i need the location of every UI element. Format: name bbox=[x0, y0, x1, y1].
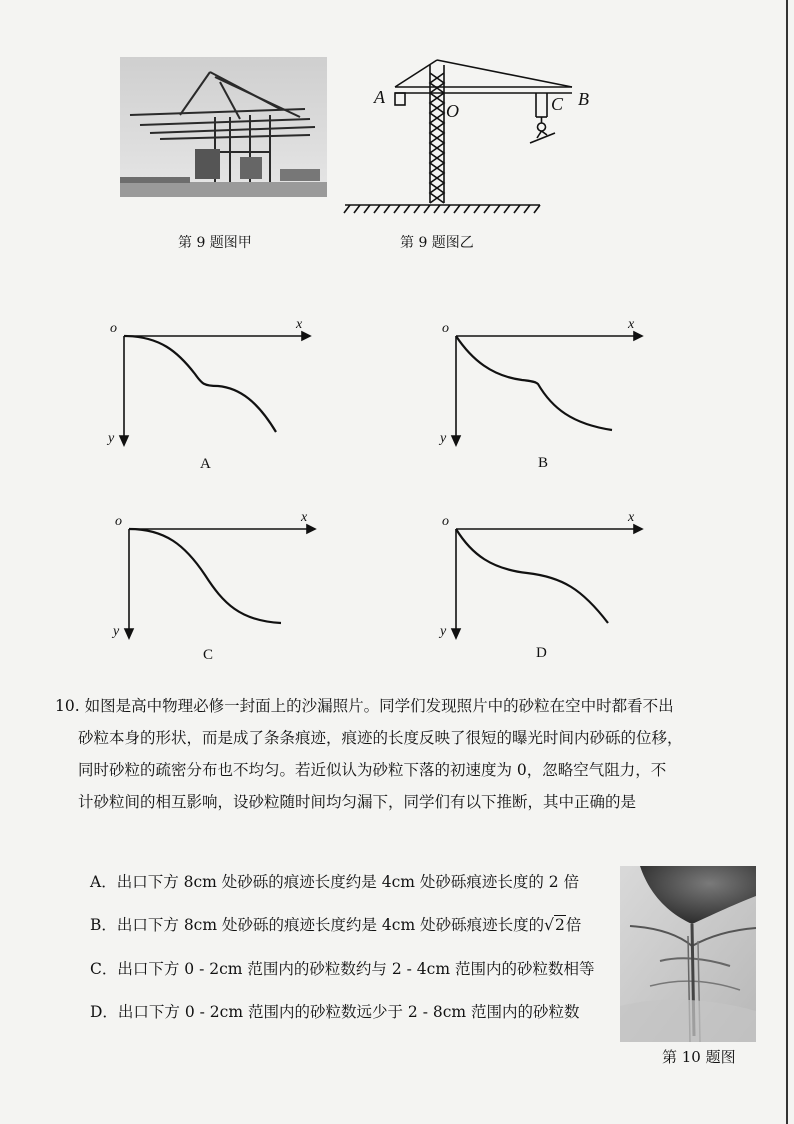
label-a: A bbox=[374, 87, 385, 107]
graph-c bbox=[105, 505, 325, 645]
option-b: B．出口下方 8cm 处砂砾的痕迹长度约是 4cm 处砂砾痕迹长度的√2倍 bbox=[90, 916, 582, 934]
page-edge-line bbox=[786, 0, 788, 1124]
fig10-caption: 第 10 题图 bbox=[662, 1048, 736, 1066]
graph-b bbox=[432, 312, 652, 452]
graph-c-origin: o bbox=[115, 514, 122, 529]
graph-d-x: x bbox=[628, 510, 635, 525]
label-o: O bbox=[446, 101, 459, 121]
question-number: 10. bbox=[55, 697, 80, 715]
question-10-line2: 砂粒本身的形状，而是成了条条痕迹，痕迹的长度反映了很短的曝光时间内砂砾的位移， bbox=[78, 729, 683, 747]
graph-d-origin: o bbox=[442, 514, 449, 529]
fig9-caption-left: 第 9 题图甲 bbox=[178, 235, 252, 251]
crane-photo bbox=[120, 57, 327, 197]
graph-b-origin: o bbox=[442, 321, 449, 336]
label-c: C bbox=[551, 94, 564, 114]
graph-a-y: y bbox=[108, 431, 115, 446]
graph-d-label: D bbox=[536, 645, 547, 661]
question-10 bbox=[55, 690, 755, 818]
option-c: C．出口下方 0 - 2cm 范围内的砂粒数约与 2 - 4cm 范围内的砂粒数相等 bbox=[90, 960, 595, 978]
option-d: D．出口下方 0 - 2cm 范围内的砂粒数远少于 2 - 8cm 范围内的砂粒数 bbox=[90, 1003, 580, 1021]
option-a: A．出口下方 8cm 处砂砾的痕迹长度约是 4cm 处砂砾痕迹长度的 2 倍 bbox=[90, 873, 580, 891]
question-10-line3: 同时砂粒的疏密分布也不均匀。若近似认为砂粒下落的初速度为 0，忽略空气阻力，不 bbox=[78, 761, 667, 779]
fig9-caption-right: 第 9 题图乙 bbox=[400, 235, 474, 251]
graph-a bbox=[100, 312, 320, 452]
graph-c-x: x bbox=[301, 510, 308, 525]
sqrt-2: √2 bbox=[544, 916, 565, 934]
graph-b-y: y bbox=[440, 431, 447, 446]
graph-d-y: y bbox=[440, 624, 447, 639]
tower-crane-diagram bbox=[340, 55, 610, 220]
question-10-line1: 10. 如图是高中物理必修一封面上的沙漏照片。同学们发现照片中的砂粒在空中时都看不出 bbox=[55, 697, 674, 715]
graph-b-label: B bbox=[538, 455, 549, 471]
graph-a-label: A bbox=[200, 456, 211, 472]
graph-c-y: y bbox=[113, 624, 120, 639]
graph-a-origin: o bbox=[110, 321, 117, 336]
label-b: B bbox=[578, 89, 589, 109]
question-10-line4: 计砂粒间的相互影响，设砂粒随时间均匀漏下，同学们有以下推断，其中正确的是 bbox=[78, 793, 637, 811]
graph-d bbox=[432, 505, 652, 645]
graph-a-x: x bbox=[296, 317, 303, 332]
hourglass-photo bbox=[620, 866, 756, 1042]
graph-b-x: x bbox=[628, 317, 635, 332]
graph-c-label: C bbox=[203, 647, 214, 663]
